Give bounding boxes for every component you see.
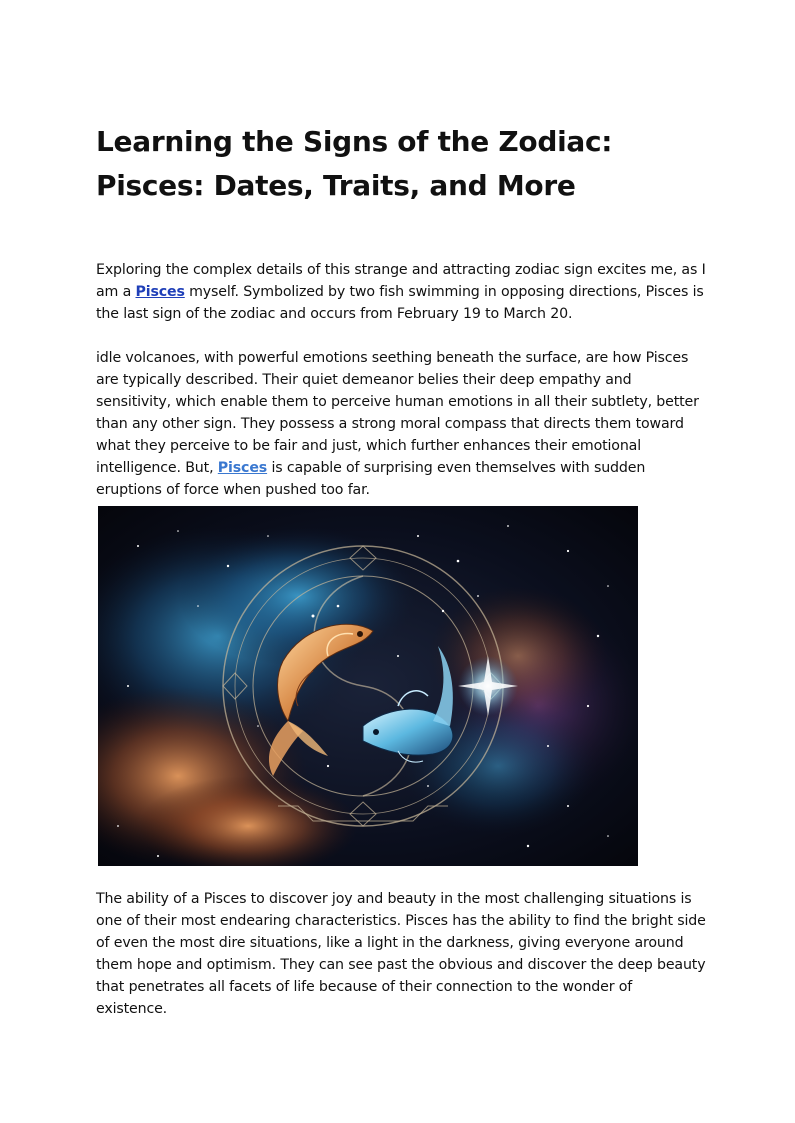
pisces-artwork (98, 506, 638, 866)
traits-text-start: idle volcanoes, with powerful emotions seething beneath the surface, are how Pisces are typically described. Their quiet demeanor belies their deep empathy and sensitivity, which enable them to perceive human emotions in all their subtlety, better than any other sign. They possess a strong moral compass that directs them toward what they perceive to be fair and just, which further enhances their emotional intelligence. But, (96, 350, 699, 476)
intro-text-end: myself. Symbolized by two fish swimming in opposing directions, Pisces is the last sign of the zodiac and occurs from February 19 to March 20. (96, 284, 704, 322)
joy-paragraph: The ability of a Pisces to discover joy and beauty in the most challenging situations is one of their most endearing characteristics. Pisces has the ability to find the bright side of even the most dire situations, like a light in the darkness, giving everyone around them hope and optimism. They can see past the obvious and discover the deep beauty that penetrates all facets of life because of their connection to the wonder of existence. (96, 891, 706, 1017)
intro-text-start: Exploring the complex details of this strange and attracting zodiac sign excites me, as I am a (96, 262, 706, 300)
intro-paragraph (96, 259, 706, 325)
title-line-2: Pisces: Dates, Traits, and More (96, 169, 576, 202)
article-title (96, 120, 706, 208)
article (96, 120, 706, 1020)
pisces-link-secondary[interactable]: Pisces (217, 460, 268, 476)
pisces-link[interactable]: Pisces (135, 284, 185, 300)
traits-paragraph (96, 347, 706, 501)
traits-text-end: is capable of surprising even themselves with sudden eruptions of force when pushed too far. (96, 460, 646, 498)
pisces-illustration (98, 506, 638, 866)
title-line-1: Learning the Signs of the Zodiac: (96, 125, 613, 158)
